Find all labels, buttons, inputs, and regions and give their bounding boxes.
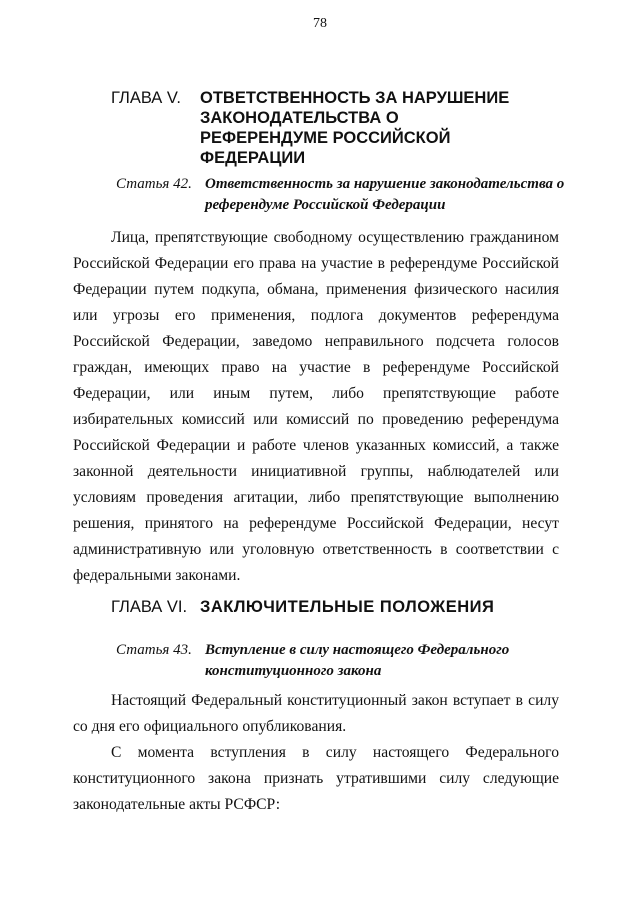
article-43-paragraph-2: С момента вступления в силу настоящего Федерального конституционного закона признать утратившими силу следующие законодательные акты РСФСР: [73, 744, 559, 813]
article-43-paragraph-1: Настоящий Федеральный конституционный закон вступает в силу со дня его официального опубликования. [73, 692, 559, 735]
article-42-label: Статья 42. [116, 176, 192, 192]
chapter-6-title: ЗАКЛЮЧИТЕЛЬНЫЕ ПОЛОЖЕНИЯ [200, 598, 495, 616]
article-43-heading [116, 640, 576, 682]
page-number: 78 [313, 16, 327, 31]
article-43-label: Статья 43. [116, 642, 192, 658]
chapter-5-title: ОТВЕТСТВЕННОСТЬ ЗА НАРУШЕНИЕ ЗАКОНОДАТЕЛЬСТВА О РЕФЕРЕНДУМЕ РОССИЙСКОЙ ФЕДЕРАЦИИ [200, 89, 510, 167]
chapter-6-heading [111, 597, 581, 617]
chapter-5-label: ГЛАВА V. [111, 89, 181, 107]
article-42-paragraph: Лица, препятствующие свободному осуществлению гражданином Российской Федерации его права на участие в референдуме Российской Федерации путем подкупа, обмана, применения физического насилия или угрозы его применения, подлога документов референдума Российской Федерации, заведомо неправильного подсчета голосов граждан, имеющих право на участие в референдуме Российской Федерации, или иным путем, либо препятствующие работе избирательных комиссий или комиссий по проведению референдума Российской Федерации и работе членов указанных комиссий, а также законной деятельности инициативной группы, наблюдателей или условиям проведения агитации, либо препятствующие выполнению решения, принятого на референдуме Российской Федерации, несут административную или уголовную ответственность в соответствии с федеральными законами. [73, 229, 559, 584]
article-42-title: Ответственность за нарушение законодательства о референдуме Российской Федерации [205, 176, 565, 213]
chapter-5-heading [111, 88, 581, 168]
article-43-title: Вступление в силу настоящего Федерального конституционного закона [205, 642, 510, 679]
chapter-6-label: ГЛАВА VI. [111, 598, 188, 616]
article-42-heading [116, 174, 576, 216]
